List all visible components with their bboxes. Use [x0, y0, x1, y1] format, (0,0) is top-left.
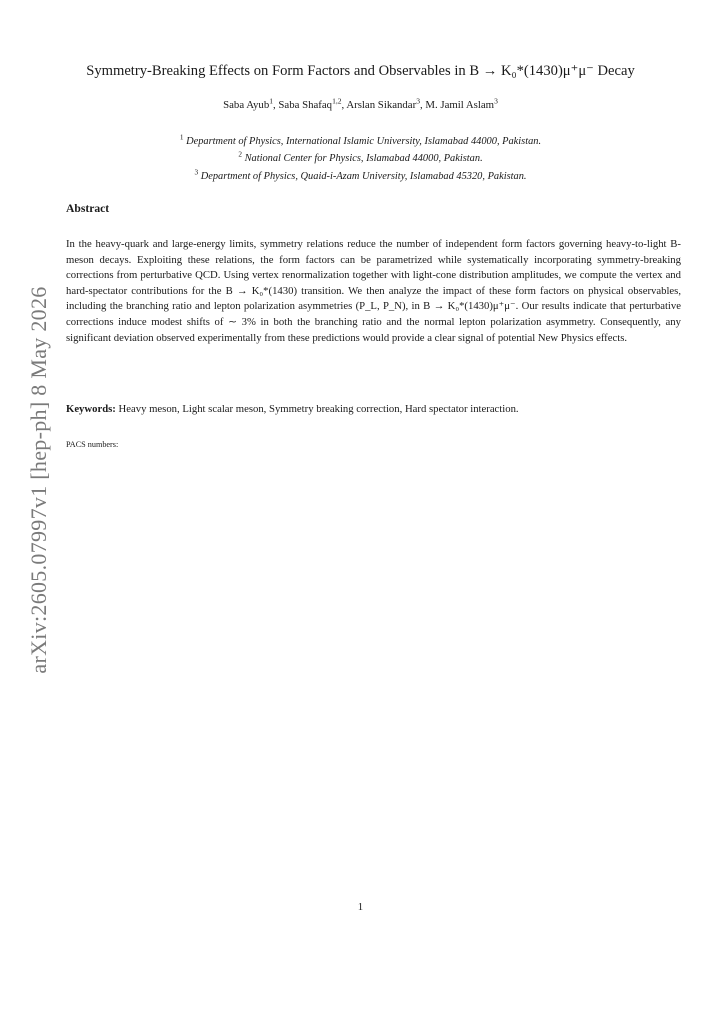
- affiliation: $^3$ Department of Physics, Quaid-i-Azam University, Islamabad 45320, Pakistan.: [194, 168, 527, 182]
- author-list: Saba Ayub$^1$, Saba Shafaq$^{1,2}$, Arslan Sikandar$^3$, M. Jamil Aslam$^3$: [223, 96, 498, 111]
- affiliation: $^2$ National Center for Physics, Islamabad 44000, Pakistan.: [238, 150, 483, 165]
- keywords-text: Heavy meson, Light scalar meson, Symmetry breaking correction, Hard spectator interaction.: [118, 403, 519, 415]
- affiliation-list: [0, 133, 721, 185]
- paper-title: Symmetry-Breaking Effects on Form Factors and Observables in B → K₀*(1430)μ⁺μ⁻ Decay: [86, 63, 635, 79]
- author: Saba Shafaq$^{1,2}$: [278, 96, 342, 111]
- author: Arslan Sikandar$^3$: [346, 96, 420, 111]
- abstract-body: In the heavy-quark and large-energy limits, symmetry relations reduce the number of independent form factors governing heavy-to-light B-meson decays. Exploiting these relations, the form factors can be parametrized while systematically incorporating symmetry-breaking corrections from perturbative QCD. Using vertex renormalization together with light-cone distribution amplitudes, we compute the vertex and hard-spectator contributions for the B → K₀*(1430) transition. We then analyze the impact of these form factors on physical observables, including the branching ratio and lepton polarization asymmetries (P_L, P_N), in B → K₀*(1430)μ⁺μ⁻. Our results indicate that perturbative corrections induce modest shifts of ∼ 3% in both the branching ratio and the normal lepton polarization asymmetry. Consequently, any significant deviation observed experimentally from these predictions would provide a clear signal of potential New Physics effects.: [66, 238, 681, 344]
- page-number: 1: [357, 901, 364, 913]
- keywords-label: Keywords:: [66, 403, 116, 415]
- arxiv-identifier: arXiv:2605.07997v1 [hep-ph] 8 May 2026: [26, 286, 51, 674]
- keywords-line: [66, 403, 681, 415]
- pacs-numbers: PACS numbers:: [66, 440, 119, 449]
- affiliation: $^1$ Department of Physics, International Islamic University, Islamabad 44000, Pakistan.: [179, 133, 542, 147]
- author: M. Jamil Aslam$^3$: [425, 96, 498, 111]
- abstract-heading: Abstract: [66, 202, 110, 215]
- author: Saba Ayub$^1$: [223, 96, 273, 111]
